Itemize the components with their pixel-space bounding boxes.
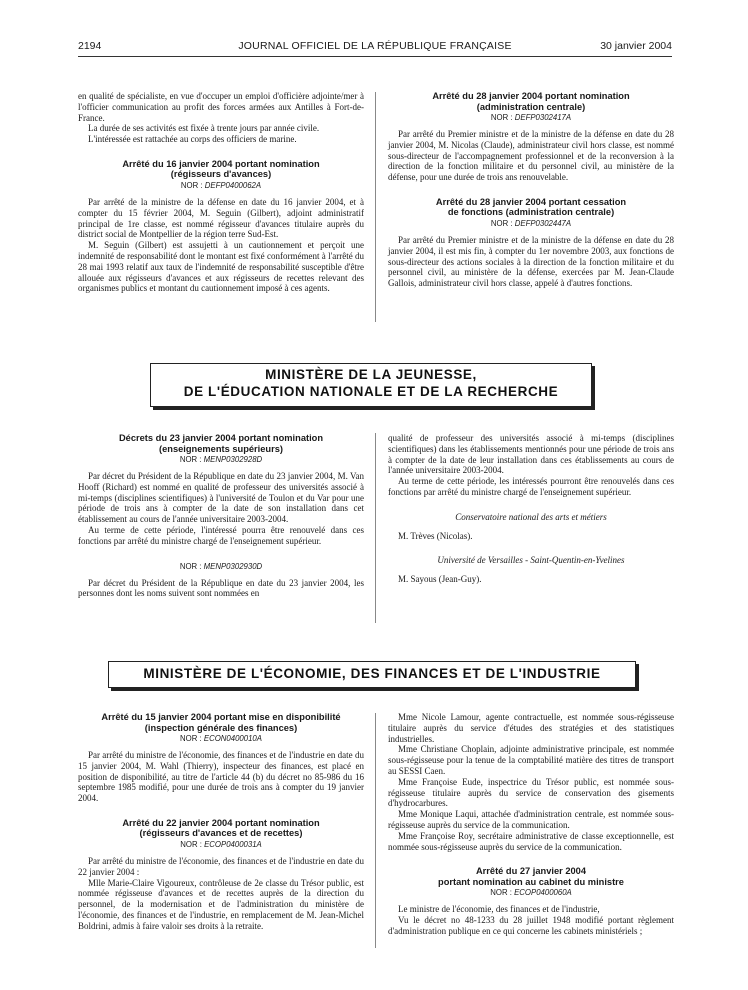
section2-left-column [78,433,364,599]
nor-reference: NOR : MENP0302928D [179,455,263,464]
paragraph: La durée de ses activités est fixée à trente jours par année civile. [88,123,320,134]
column-divider [375,92,376,322]
paragraph: Par arrêté du ministre de l'économie, des finances et de l'industrie en date du 15 janvier 2004, M. Wahl (Thierry), inspecteur des finances, est placé en position de disponibilité, au titre de l'article 44 (b) du décret no 85-986 du 16 septembre 1985 modifié, pour une durée de trois ans à compter du 19 janvier 2004. [78,750,364,804]
appointee: M. Trèves (Nicolas). [398,530,473,541]
paragraph: Mme Christiane Choplain, adjointe administrative principale, est nommée sous-régisseuse pour la tenue de la comptabilité matière des titres de transport au SESSI Caen. [388,744,674,776]
page-number: 2194 [78,40,102,52]
continued-paragraph: qualité de professeur des universités associé à mi-temps (disciplines scientifiques) dans les établissements mentionnés pour une période de trois ans à compter de la date de leur installation dans ces établissements au cours de l'année universitaire 2003-2004. [388,433,674,476]
nor-reference: NOR : ECON0400010A [180,734,262,743]
paragraph: Vu le décret no 48-1233 du 28 juillet 1948 modifié portant règlement d'administration publique en ce qui concerne les cabinets ministériels ; [388,915,674,936]
paragraph: Au terme de cette période, l'intéressé pourra être renouvelé dans ces fonctions par arrêté du ministre chargé de l'enseignement supérieur. [78,524,364,546]
section3-left-column [78,712,364,932]
nor-reference: NOR : DEFP0302417A [490,113,572,122]
institution-heading: Université de Versailles - Saint-Quentin-en-Yvelines [437,555,625,566]
paragraph: Mme Françoise Eude, inspectrice du Trésor public, est nommée sous-régisseuse titulaire auprès du service de conservation des gisements d'hydrocarbures. [388,776,674,809]
nor-reference: NOR : ECOP0400031A [180,839,262,849]
paragraph: Mlle Marie-Claire Vigoureux, contrôleuse de 2e classe du Trésor public, est nommée régisseuse d'avances et de recettes auprès de la direction du personnel, de la modernisation et de l'administration du ministère de l'économie, des finances et de l'industrie, en remplacement de M. Jean-Michel Boldrini, admis à faire valoir ses droits à la retraite. [78,877,364,931]
ministry-banner-economy: MINISTÈRE DE L'ÉCONOMIE, DES FINANCES ET DE L'INDUSTRIE [108,661,636,688]
nor-reference: NOR : DEFP0400062A [180,180,262,190]
paragraph: Par arrêté du Premier ministre et de la ministre de la défense en date du 28 janvier 2004, M. Nicolas (Claude), administrateur civil hors classe, est nommé sous-directeur de l'accompagnement professionnel et de la reconversion à la direction de la fonction militaire et du personnel civil, au ministère de la défense, pour une durée de trois ans renouvelable. [388,129,674,183]
decree-title: Décrets du 23 janvier 2004 portant nomination (enseignements supérieurs) [118,433,324,454]
institution-heading: Conservatoire national des arts et métiers [455,511,607,522]
ministry-banner-education: MINISTÈRE DE LA JEUNESSE, DE L'ÉDUCATION NATIONALE ET DE LA RECHERCHE [150,363,592,407]
nor-reference: NOR : ECOP0400060A [490,888,572,898]
column-divider [375,713,376,948]
paragraph: M. Seguin (Gilbert) est assujetti à un cautionnement et perçoit une indemnité de responsabilité dont le montant est fixé conformément à l'arrêté du 28 mai 1993 relatif aux taux de l'indemnité de responsabilité susceptible d'être allouée aux régisseurs d'avances et aux régisseurs de recettes relevant des organismes publics et montant du cautionnement imposé à ces agents. [78,240,364,294]
page-header [78,40,672,57]
paragraph: Par arrêté du ministre de l'économie, des finances et de l'industrie en date du 22 janvier 2004 : [78,855,364,877]
decree-title: Arrêté du 15 janvier 2004 portant mise en disponibilité (inspection générale des finances) [101,712,341,733]
paragraph: Au terme de cette période, les intéressés pourront être renouvelés dans ces fonctions par arrêté du ministre chargé de l'enseignement supérieur. [388,476,674,497]
section2-right-column [388,433,674,585]
section1-left-column [78,91,364,294]
issue-date: 30 janvier 2004 [600,40,672,52]
decree-title: Arrêté du 16 janvier 2004 portant nomination (régisseurs d'avances) [122,158,320,180]
decree-title: Arrêté du 28 janvier 2004 portant cessation de fonctions (administration centrale) [435,196,627,218]
continued-paragraph: en qualité de spécialiste, en vue d'occuper un emploi d'officière adjointe/mer à l'officier communication au profit des forces armées aux Antilles à Fort-de-France. [78,91,364,123]
decree-title: Arrêté du 27 janvier 2004 portant nomination au cabinet du ministre [438,866,624,887]
paragraph: Par arrêté du Premier ministre et de la ministre de la défense en date du 28 janvier 2004, il est mis fin, à compter du 1er novembre 2003, aux fonctions de sous-directeur des actions sociales à la direction de la fonction militaire et du personnel civil, au ministère de la défense, exercées par M. Jean-Claude Gallois, administrateur civil hors classe, appelé à d'autres fonctions. [388,234,674,289]
column-divider [375,433,376,623]
section1-right-column [388,91,674,289]
paragraph: Par décret du Président de la République en date du 23 janvier 2004, les personnes dont les noms suivent sont nommées en [78,577,364,599]
paragraph: Mme Monique Laqui, attachée d'administration centrale, est nommée sous-régisseuse auprès du service de la communication. [388,809,674,830]
paragraph: Par décret du Président de la République en date du 23 janvier 2004, M. Van Hooff (Richard) est nommé en qualité de professeur des universités associé à mi-temps (disciplines scientifiques) à l'université de Toulon et du Var pour une période de trois ans à compter de la date de son installation dans cet établissement au cours de l'année universitaire 2003-2004. [78,471,364,525]
journal-title: JOURNAL OFFICIEL DE LA RÉPUBLIQUE FRANÇAISE [238,40,512,52]
appointee: M. Sayous (Jean-Guy). [398,574,482,585]
decree-title: Arrêté du 22 janvier 2004 portant nomination (régisseurs d'avances et de recettes) [122,817,320,839]
decree-title: Arrêté du 28 janvier 2004 portant nomination (administration centrale) [432,91,630,112]
paragraph: Le ministre de l'économie, des finances et de l'industrie, [398,904,600,915]
nor-reference: NOR : DEFP0302447A [490,218,572,228]
paragraph: Mme Nicole Lamour, agente contractuelle, est nommée sous-régisseuse titulaire auprès du service d'études des stratégies et des statistiques industrielles. [388,712,674,744]
paragraph: Mme Françoise Roy, secrétaire administrative de classe exceptionnelle, est nommée sous-régisseuse auprès du service de la communication. [388,830,674,852]
paragraph: L'intéressée est rattachée au corps des officiers de marine. [88,134,297,145]
paragraph: Par arrêté de la ministre de la défense en date du 16 janvier 2004, et à compter du 15 février 2004, M. Seguin (Gilbert), adjoint administratif principal de 1re classe, est nommé régisseur d'avances titulaire auprès du district social de Montpellier de la région terre Sud-Est. [78,196,364,240]
nor-reference: NOR : MENP0302930D [179,561,263,571]
section3-right-column [388,712,674,937]
